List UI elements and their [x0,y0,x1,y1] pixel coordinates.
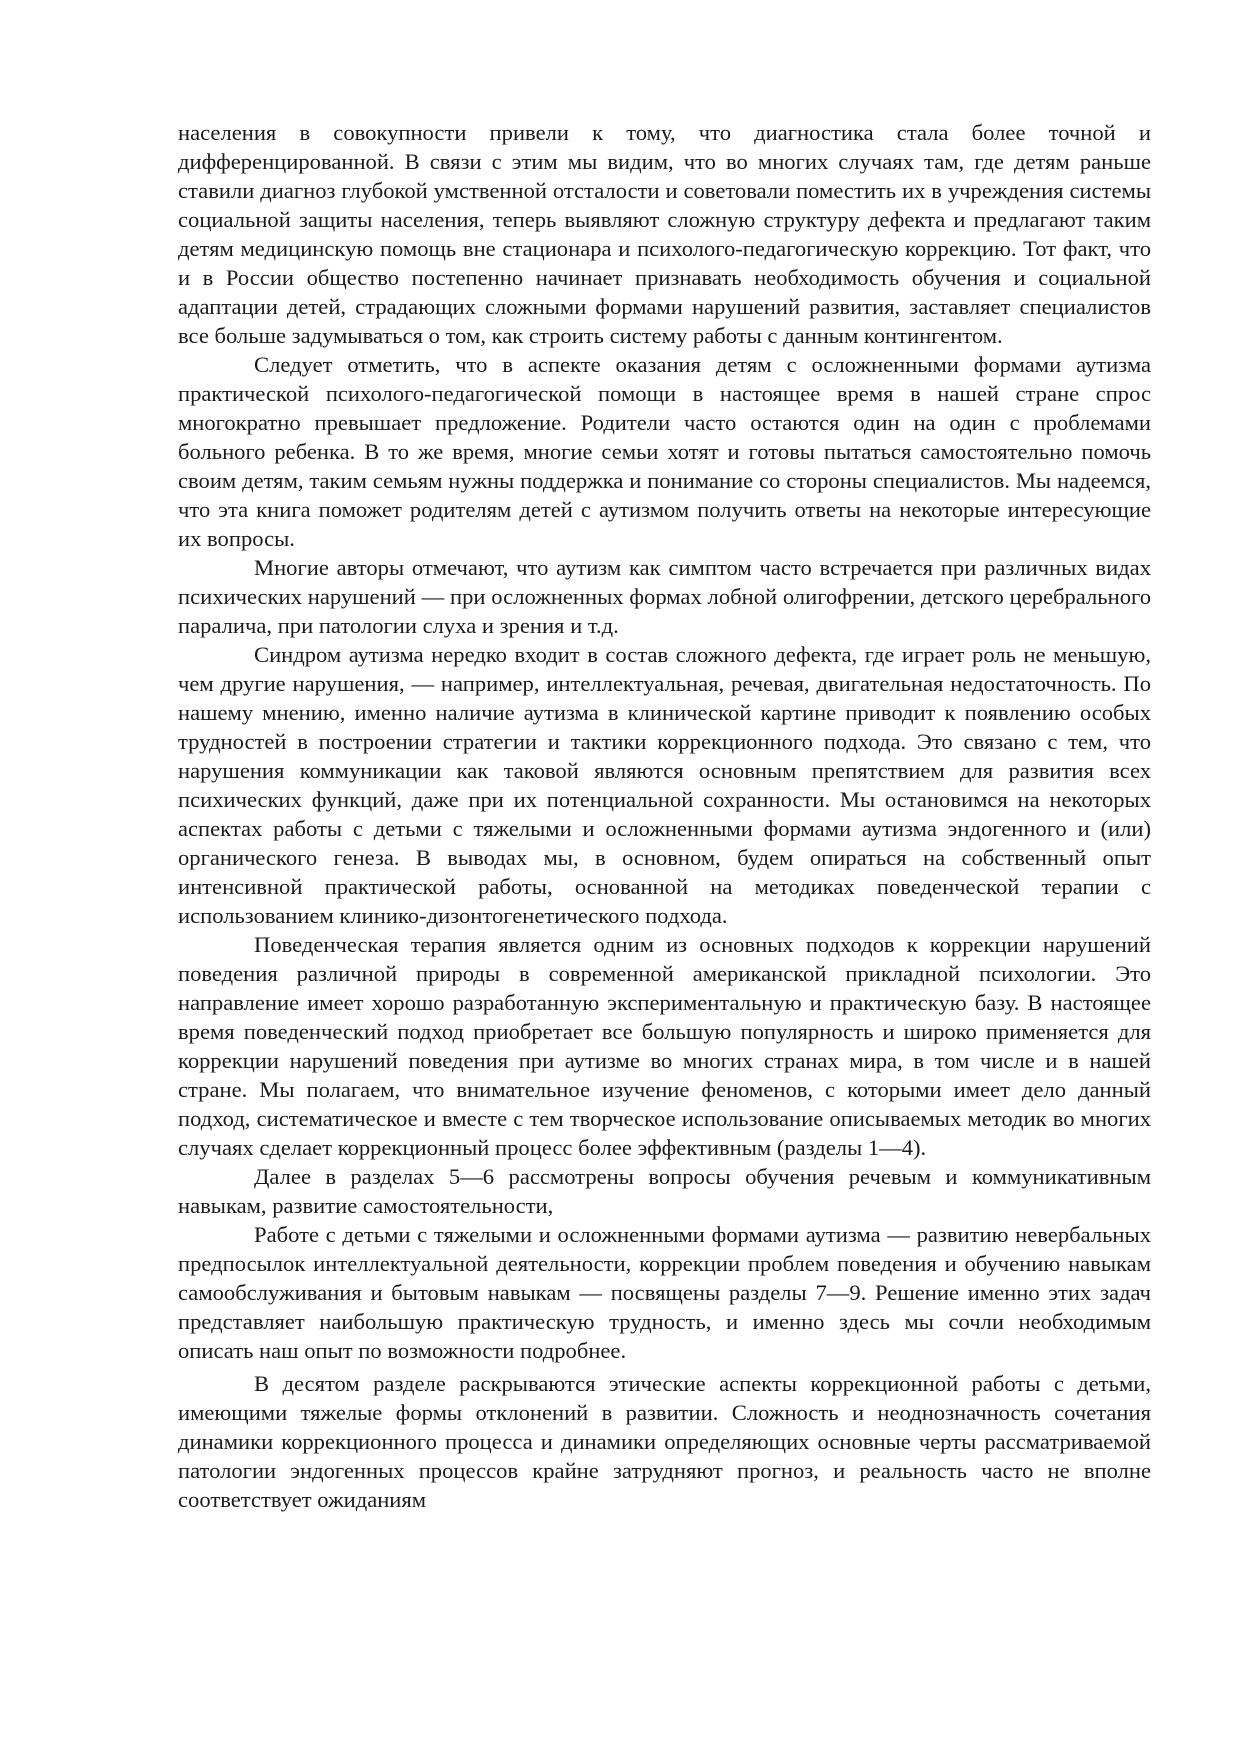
paragraph: Поведенческая терапия является одним из основных подходов к коррекции нарушений поведения различной природы в современной американской прикладной психологии. Это направление имеет хорошо разработанную экспериментальную и практическую базу. В настоящее время поведенческий подход приобретает все большую популярность и широко применяется для коррекции нарушений поведения при аутизме во многих странах мира, в том числе и в нашей стране. Мы полагаем, что внимательное изучение феноменов, с которыми имеет дело данный подход, систематическое и вместе с тем творческое использование описываемых методик во многих случаях сделает коррекционный процесс более эффективным (разделы 1—4). [178,932,1151,1160]
paragraph: Следует отметить, что в аспекте оказания детям с осложненными формами аутизма практической психолого-педагогической помощи в настоящее время в нашей стране спрос многократно превышает предложение. Родители часто остаются один на один с проблемами больного ребенка. В то же время, многие семьи хотят и готовы пытаться самостоятельно помочь своим детям, таким семьям нужны поддержка и понимание со стороны специалистов. Мы надеемся, что эта книга поможет родителям детей с аутизмом получить ответы на некоторые интересующие их вопросы. [178,352,1151,551]
paragraph: Далее в разделах 5—6 рассмотрены вопросы обучения речевым и коммуникативным навыкам, развитие самостоятельности, [178,1164,1151,1218]
paragraph: Многие авторы отмечают, что аутизм как симптом часто встречается при различных видах психических нарушений — при осложненных формах лобной олигофрении, детского церебрального паралича, при патологии слуха и зрения и т.д. [178,555,1151,638]
paragraph: В десятом разделе раскрываются этические аспекты коррекционной работы с детьми, имеющими тяжелые формы отклонений в развитии. Сложность и неоднозначность сочетания динамики коррекционного процесса и динамики определяющих основные черты рассматриваемой патологии эндогенных процессов крайне затрудняют прогноз, и реальность часто не вполне соответствует ожиданиям [178,1371,1151,1512]
paragraph: Синдром аутизма нередко входит в состав сложного дефекта, где играет роль не меньшую, чем другие нарушения, — например, интеллектуальная, речевая, двигательная недостаточность. По нашему мнению, именно наличие аутизма в клинической картине приводит к появлению особых трудностей в построении стратегии и тактики коррекционного подхода. Это связано с тем, что нарушения коммуникации как таковой являются основным препятствием для развития всех психических функций, даже при их потенциальной сохранности. Мы остановимся на некоторых аспектах работы с детьми с тяжелыми и осложненными формами аутизма эндогенного и (или) органического генеза. В выводах мы, в основном, будем опираться на собственный опыт интенсивной практической работы, основанной на методиках поведенческой терапии с использованием клинико-дизонтогенетического подхода. [178,642,1151,928]
paragraph: Работе с детьми с тяжелыми и осложненными формами аутизма — развитию невербальных предпосылок интеллектуальной деятельности, коррекции проблем поведения и обучению навыкам самообслуживания и бытовым навыкам — посвящены разделы 7—9. Решение именно этих задач представляет наибольшую практическую трудность, и именно здесь мы сочли необходимым описать наш опыт по возможности подробнее. [178,1222,1151,1363]
paragraph-continuation: населения в совокупности привели к тому, что диагностика стала более точной и дифференцированной. В связи с этим мы видим, что во многих случаях там, где детям раньше ставили диагноз глубокой умственной отсталости и советовали поместить их в учреждения системы социальной защиты населения, теперь выявляют сложную структуру дефекта и предлагают таким детям медицинскую помощь вне стационара и психолого-педагогическую коррекцию. Тот факт, что и в России общество постепенно начинает признавать необходимость обучения и социальной адаптации детей, страдающих сложными формами нарушений развития, заставляет специалистов все больше задумываться о том, как строить систему работы с данным контингентом. [178,120,1151,348]
body-text [178,118,1151,1514]
